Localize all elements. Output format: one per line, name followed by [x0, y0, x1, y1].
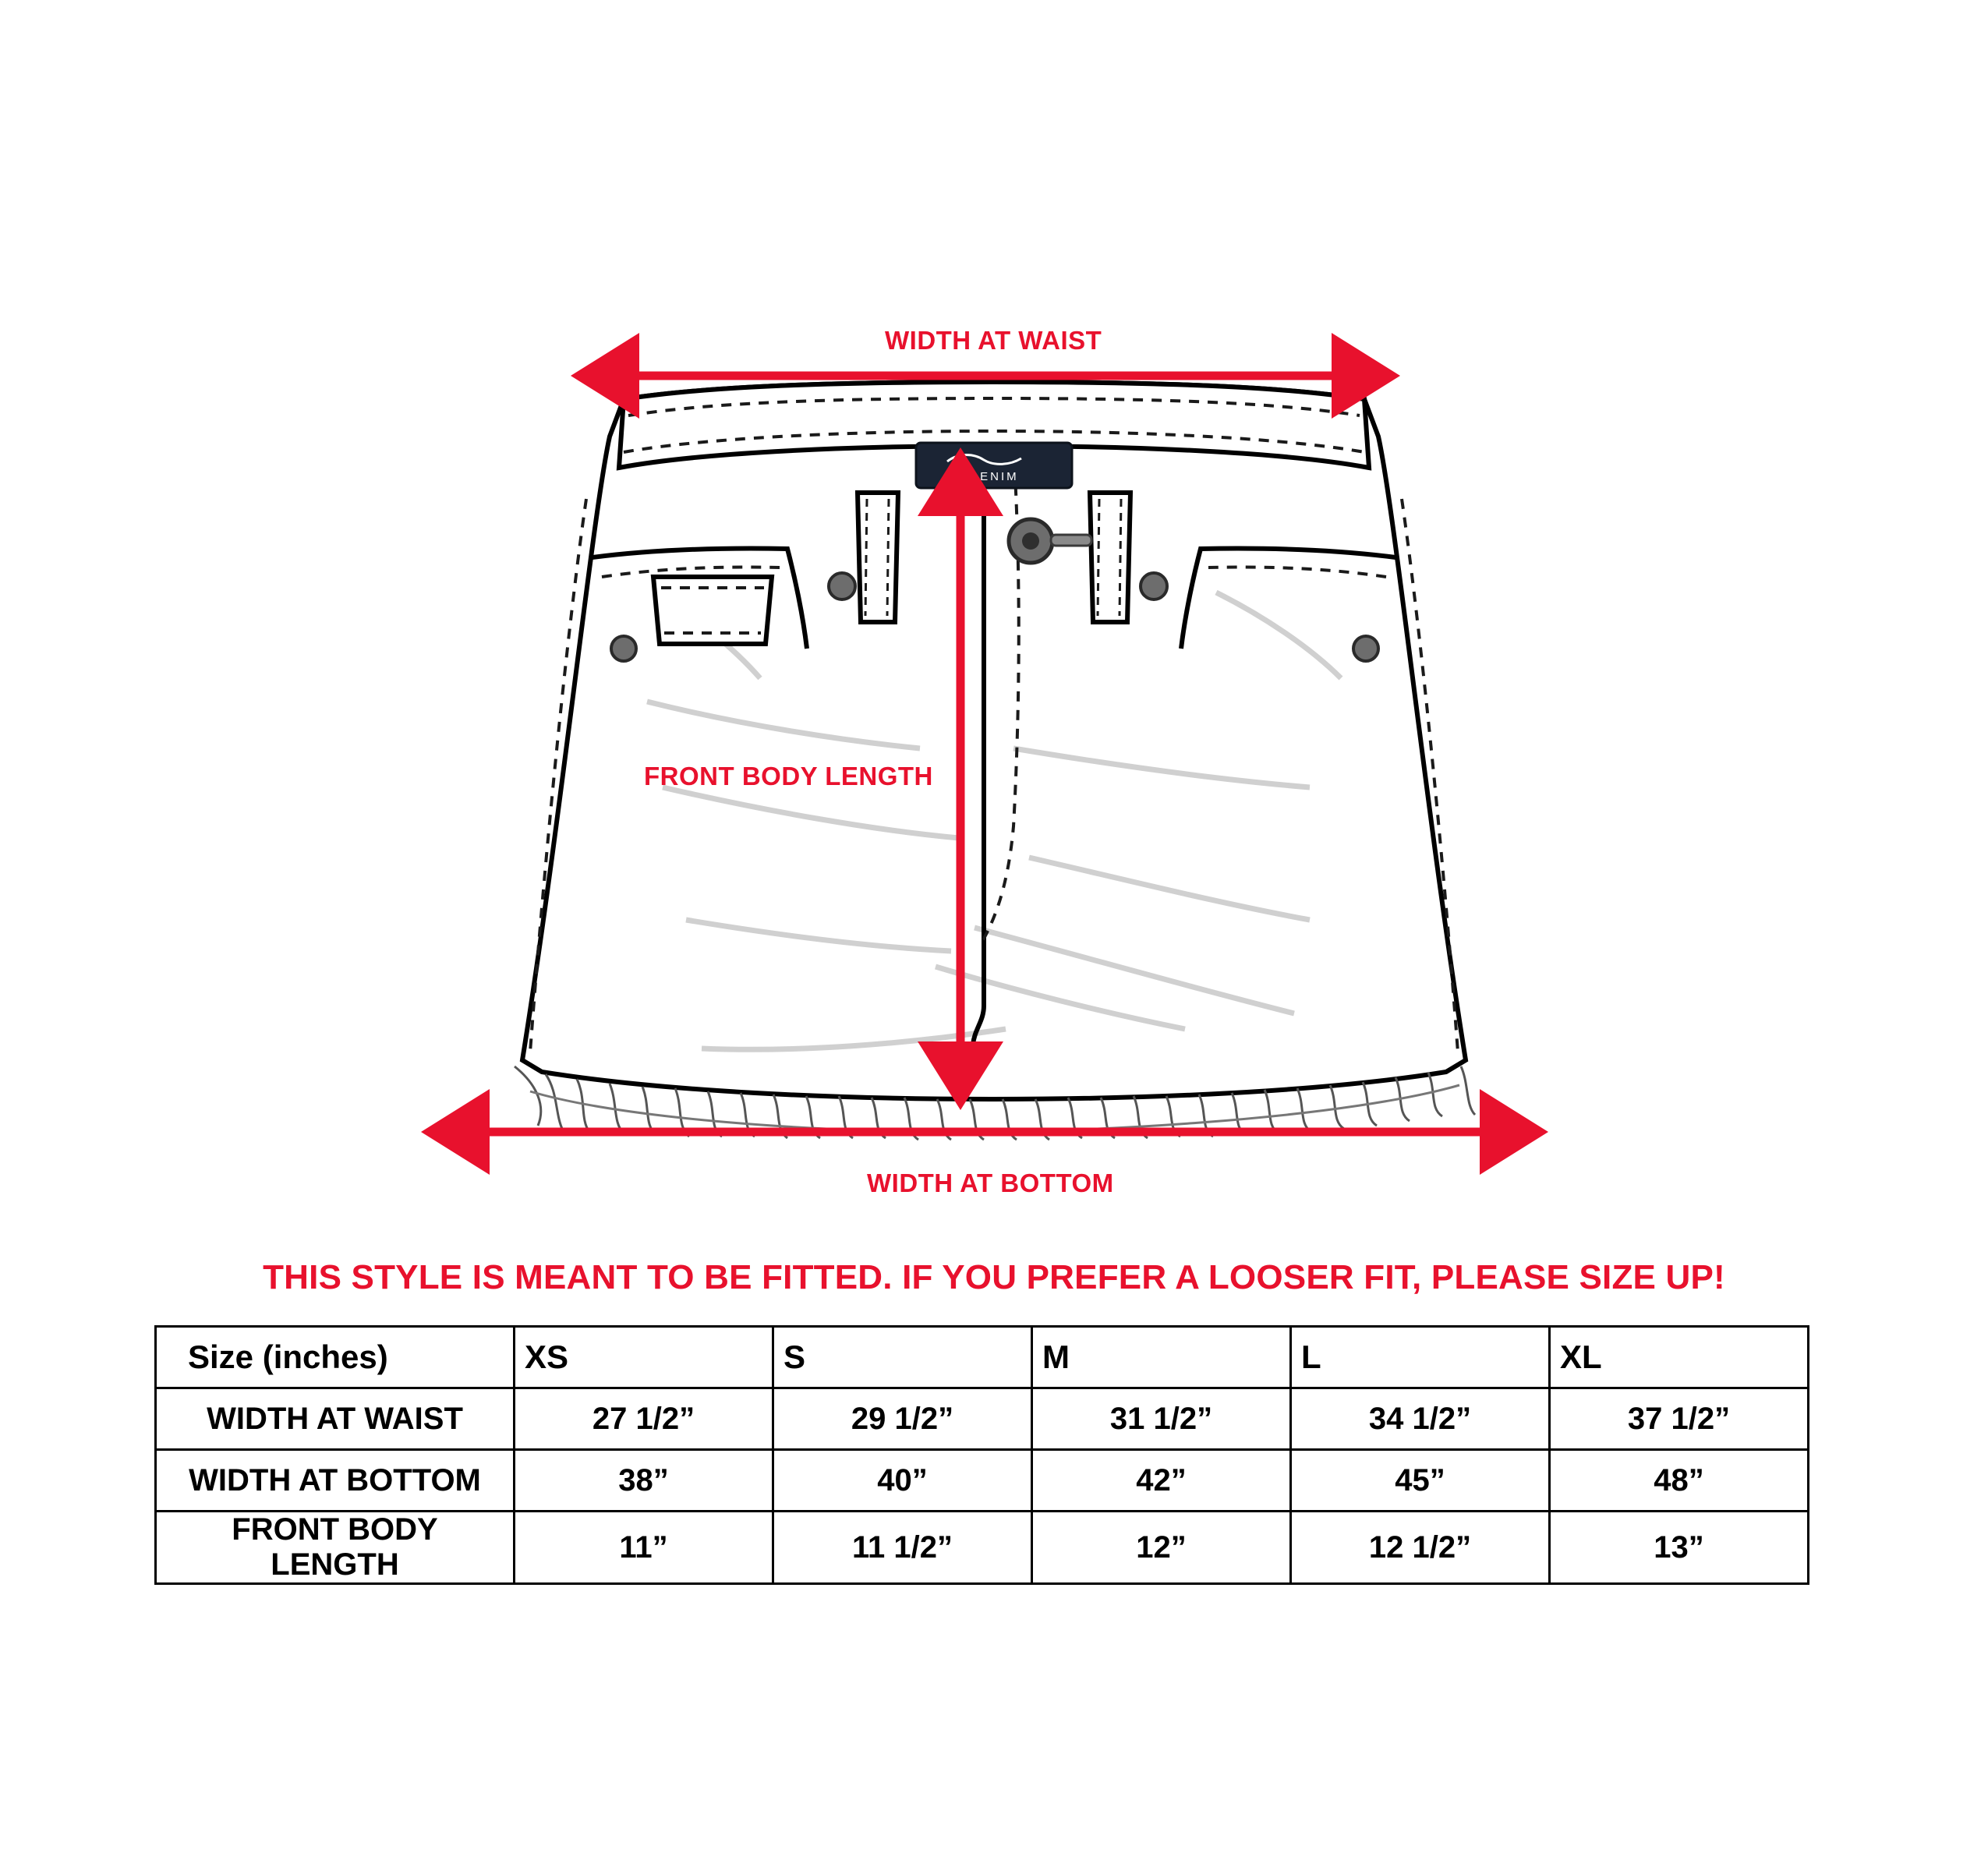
size-table-container	[154, 1325, 1807, 1585]
cell-bottom-xl: 48”	[1550, 1450, 1809, 1512]
cell-bottom-l: 45”	[1291, 1450, 1550, 1512]
fit-notice: THIS STYLE IS MEANT TO BE FITTED. IF YOU PREFER A LOOSER FIT, PLEASE SIZE UP!	[263, 1258, 1725, 1296]
row-label-width-at-waist: WIDTH AT WAIST	[156, 1388, 515, 1450]
cell-length-l: 12 1/2”	[1291, 1512, 1550, 1584]
label-width-at-waist: WIDTH AT WAIST	[885, 326, 1102, 355]
header-l: L	[1291, 1327, 1550, 1388]
table-row	[156, 1388, 1809, 1450]
cell-waist-m: 31 1/2”	[1032, 1388, 1291, 1450]
cell-length-xs: 11”	[515, 1512, 773, 1584]
size-table	[154, 1325, 1809, 1585]
row-label-front-body-length: FRONT BODY LENGTH	[156, 1512, 515, 1584]
header-xl: XL	[1550, 1327, 1809, 1388]
table-header-row	[156, 1327, 1809, 1388]
brand-patch	[916, 443, 1072, 488]
table-row	[156, 1450, 1809, 1512]
cell-waist-l: 34 1/2”	[1291, 1388, 1550, 1450]
cell-bottom-m: 42”	[1032, 1450, 1291, 1512]
header-s: S	[773, 1327, 1032, 1388]
cell-waist-xl: 37 1/2”	[1550, 1388, 1809, 1450]
cell-waist-s: 29 1/2”	[773, 1388, 1032, 1450]
row-label-width-at-bottom: WIDTH AT BOTTOM	[156, 1450, 515, 1512]
cell-bottom-s: 40”	[773, 1450, 1032, 1512]
label-width-at-bottom: WIDTH AT BOTTOM	[867, 1169, 1114, 1197]
cell-waist-xs: 27 1/2”	[515, 1388, 773, 1450]
header-xs: XS	[515, 1327, 773, 1388]
cell-length-m: 12”	[1032, 1512, 1291, 1584]
table-row	[156, 1512, 1809, 1584]
header-size: Size (inches)	[156, 1327, 515, 1388]
skirt-body	[515, 382, 1475, 1140]
cell-length-xl: 13”	[1550, 1512, 1809, 1584]
svg-text:DENIM: DENIM	[969, 470, 1019, 483]
label-front-body-length: FRONT BODY LENGTH	[644, 762, 933, 790]
cell-bottom-xs: 38”	[515, 1450, 773, 1512]
header-m: M	[1032, 1327, 1291, 1388]
cell-length-s: 11 1/2”	[773, 1512, 1032, 1584]
